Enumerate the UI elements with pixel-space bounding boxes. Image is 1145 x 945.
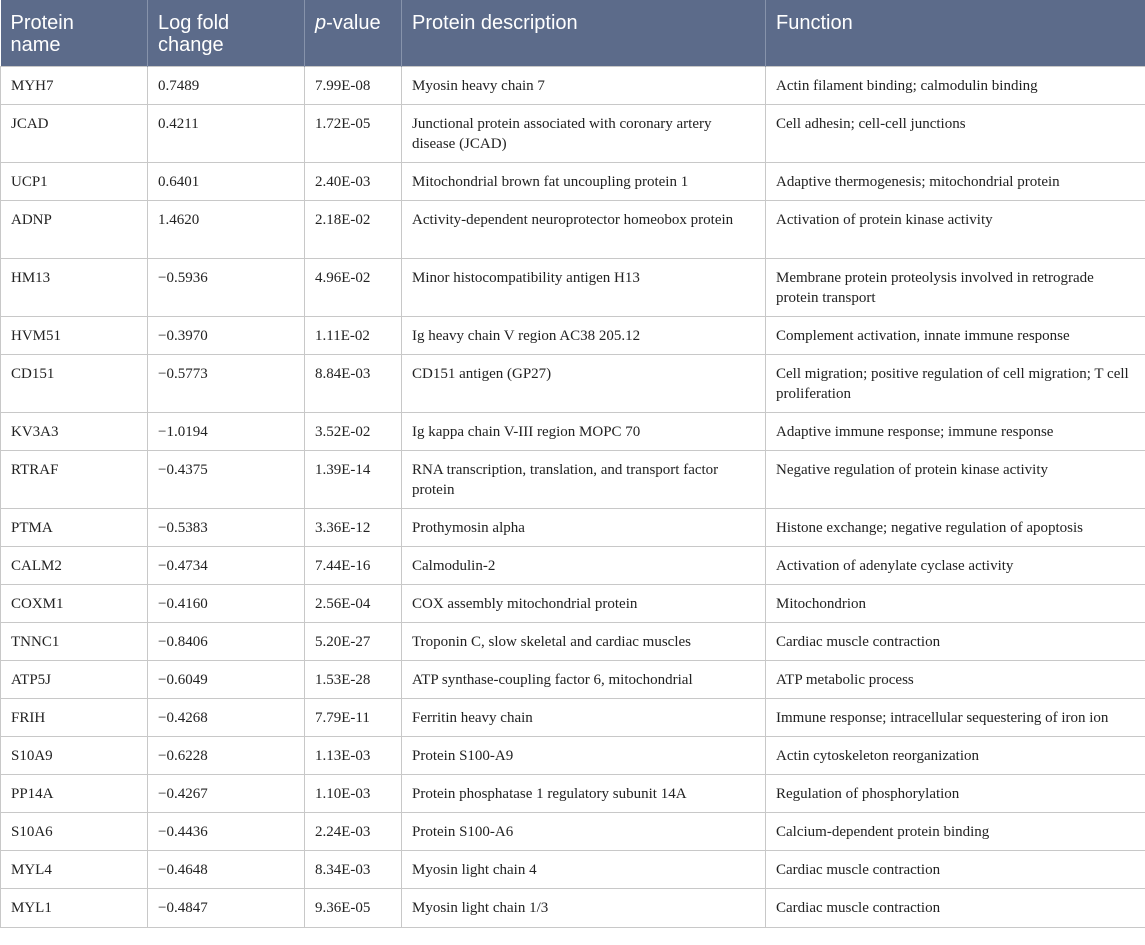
cell-function: Cell adhesin; cell-cell junctions [766, 105, 1145, 163]
cell-function: Negative regulation of protein kinase activity [766, 451, 1145, 509]
cell-protein-name: RTRAF [1, 451, 148, 509]
cell-protein-description: Ig heavy chain V region AC38 205.12 [402, 317, 766, 355]
cell-p-value: 2.56E-04 [305, 585, 402, 623]
cell-log-fold-change: −0.6228 [148, 737, 305, 775]
cell-protein-name: ADNP [1, 201, 148, 259]
cell-p-value: 1.72E-05 [305, 105, 402, 163]
cell-protein-description: Myosin light chain 4 [402, 851, 766, 889]
table-row [1, 889, 1145, 928]
cell-protein-name: MYL4 [1, 851, 148, 889]
table-row [1, 451, 1145, 509]
cell-protein-name: UCP1 [1, 163, 148, 201]
cell-function: Activation of protein kinase activity [766, 201, 1145, 259]
cell-protein-description: Calmodulin-2 [402, 547, 766, 585]
cell-p-value: 3.36E-12 [305, 509, 402, 547]
cell-log-fold-change: −0.8406 [148, 623, 305, 661]
cell-function: Regulation of phosphorylation [766, 775, 1145, 813]
cell-p-value: 4.96E-02 [305, 259, 402, 317]
cell-protein-description: Myosin light chain 1/3 [402, 889, 766, 928]
cell-p-value: 7.44E-16 [305, 547, 402, 585]
cell-log-fold-change: −1.0194 [148, 413, 305, 451]
cell-p-value: 7.79E-11 [305, 699, 402, 737]
cell-protein-description: Protein S100-A9 [402, 737, 766, 775]
cell-log-fold-change: 0.6401 [148, 163, 305, 201]
cell-protein-name: MYH7 [1, 67, 148, 105]
cell-function: Cell migration; positive regulation of cell migration; T cell proliferation [766, 355, 1145, 413]
cell-log-fold-change: −0.6049 [148, 661, 305, 699]
cell-function: Histone exchange; negative regulation of apoptosis [766, 509, 1145, 547]
cell-log-fold-change: 1.4620 [148, 201, 305, 259]
table-row [1, 547, 1145, 585]
table-row [1, 813, 1145, 851]
table-body [1, 67, 1145, 928]
cell-protein-name: KV3A3 [1, 413, 148, 451]
cell-protein-name: HVM51 [1, 317, 148, 355]
cell-function: Membrane protein proteolysis involved in retrograde protein transport [766, 259, 1145, 317]
cell-function: Cardiac muscle contraction [766, 889, 1145, 928]
cell-p-value: 1.10E-03 [305, 775, 402, 813]
table-row [1, 201, 1145, 259]
table-row [1, 661, 1145, 699]
cell-p-value: 5.20E-27 [305, 623, 402, 661]
table-row [1, 623, 1145, 661]
header-function: Function [766, 0, 1145, 67]
cell-function: Complement activation, innate immune response [766, 317, 1145, 355]
cell-p-value: 2.40E-03 [305, 163, 402, 201]
cell-protein-description: Ferritin heavy chain [402, 699, 766, 737]
cell-function: Adaptive thermogenesis; mitochondrial protein [766, 163, 1145, 201]
table-row [1, 509, 1145, 547]
cell-protein-description: Minor histocompatibility antigen H13 [402, 259, 766, 317]
cell-log-fold-change: −0.4267 [148, 775, 305, 813]
cell-protein-name: COXM1 [1, 585, 148, 623]
cell-protein-name: S10A6 [1, 813, 148, 851]
cell-function: Actin cytoskeleton reorganization [766, 737, 1145, 775]
table-row [1, 851, 1145, 889]
cell-log-fold-change: −0.4160 [148, 585, 305, 623]
table-row [1, 775, 1145, 813]
cell-protein-description: Ig kappa chain V-III region MOPC 70 [402, 413, 766, 451]
cell-p-value: 2.24E-03 [305, 813, 402, 851]
cell-protein-name: CALM2 [1, 547, 148, 585]
header-log-fold-change: Log fold change [148, 0, 305, 67]
cell-protein-description: Protein S100-A6 [402, 813, 766, 851]
cell-protein-name: PP14A [1, 775, 148, 813]
cell-protein-description: Troponin C, slow skeletal and cardiac muscles [402, 623, 766, 661]
cell-protein-name: CD151 [1, 355, 148, 413]
table-row [1, 699, 1145, 737]
cell-function: Calcium-dependent protein binding [766, 813, 1145, 851]
cell-protein-name: S10A9 [1, 737, 148, 775]
table-row [1, 413, 1145, 451]
header-protein-name: Protein name [1, 0, 148, 67]
cell-p-value: 1.53E-28 [305, 661, 402, 699]
cell-protein-name: ATP5J [1, 661, 148, 699]
cell-function: Mitochondrion [766, 585, 1145, 623]
cell-log-fold-change: 0.7489 [148, 67, 305, 105]
cell-log-fold-change: −0.4268 [148, 699, 305, 737]
table-row [1, 105, 1145, 163]
cell-protein-description: Junctional protein associated with coronary artery disease (JCAD) [402, 105, 766, 163]
table-header [1, 0, 1145, 67]
cell-protein-name: HM13 [1, 259, 148, 317]
cell-log-fold-change: −0.5773 [148, 355, 305, 413]
cell-p-value: 1.39E-14 [305, 451, 402, 509]
table-row [1, 259, 1145, 317]
cell-protein-description: Mitochondrial brown fat uncoupling protein 1 [402, 163, 766, 201]
cell-p-value: 9.36E-05 [305, 889, 402, 928]
table-row [1, 67, 1145, 105]
cell-protein-name: TNNC1 [1, 623, 148, 661]
cell-function: Cardiac muscle contraction [766, 623, 1145, 661]
table-row [1, 355, 1145, 413]
cell-protein-description: COX assembly mitochondrial protein [402, 585, 766, 623]
header-protein-description: Protein description [402, 0, 766, 67]
cell-log-fold-change: −0.4436 [148, 813, 305, 851]
cell-function: Actin filament binding; calmodulin binding [766, 67, 1145, 105]
cell-protein-description: Activity-dependent neuroprotector homeobox protein [402, 201, 766, 259]
cell-protein-name: MYL1 [1, 889, 148, 928]
cell-log-fold-change: 0.4211 [148, 105, 305, 163]
cell-function: ATP metabolic process [766, 661, 1145, 699]
cell-protein-description: Prothymosin alpha [402, 509, 766, 547]
cell-log-fold-change: −0.4648 [148, 851, 305, 889]
cell-protein-name: FRIH [1, 699, 148, 737]
table-row [1, 737, 1145, 775]
cell-log-fold-change: −0.3970 [148, 317, 305, 355]
cell-function: Activation of adenylate cyclase activity [766, 547, 1145, 585]
cell-protein-name: JCAD [1, 105, 148, 163]
cell-p-value: 1.11E-02 [305, 317, 402, 355]
header-row [1, 0, 1145, 67]
header-p-value: p-value [305, 0, 402, 67]
cell-function: Immune response; intracellular sequestering of iron ion [766, 699, 1145, 737]
cell-log-fold-change: −0.4734 [148, 547, 305, 585]
cell-p-value: 8.34E-03 [305, 851, 402, 889]
cell-protein-description: RNA transcription, translation, and transport factor protein [402, 451, 766, 509]
cell-protein-name: PTMA [1, 509, 148, 547]
table-row [1, 317, 1145, 355]
cell-p-value: 3.52E-02 [305, 413, 402, 451]
cell-function: Cardiac muscle contraction [766, 851, 1145, 889]
cell-p-value: 1.13E-03 [305, 737, 402, 775]
cell-log-fold-change: −0.4375 [148, 451, 305, 509]
cell-p-value: 7.99E-08 [305, 67, 402, 105]
table-row [1, 585, 1145, 623]
cell-protein-description: Myosin heavy chain 7 [402, 67, 766, 105]
cell-p-value: 2.18E-02 [305, 201, 402, 259]
cell-p-value: 8.84E-03 [305, 355, 402, 413]
cell-protein-description: CD151 antigen (GP27) [402, 355, 766, 413]
cell-log-fold-change: −0.5936 [148, 259, 305, 317]
cell-log-fold-change: −0.4847 [148, 889, 305, 928]
cell-protein-description: ATP synthase-coupling factor 6, mitochondrial [402, 661, 766, 699]
cell-log-fold-change: −0.5383 [148, 509, 305, 547]
table-row [1, 163, 1145, 201]
cell-protein-description: Protein phosphatase 1 regulatory subunit 14A [402, 775, 766, 813]
cell-function: Adaptive immune response; immune response [766, 413, 1145, 451]
